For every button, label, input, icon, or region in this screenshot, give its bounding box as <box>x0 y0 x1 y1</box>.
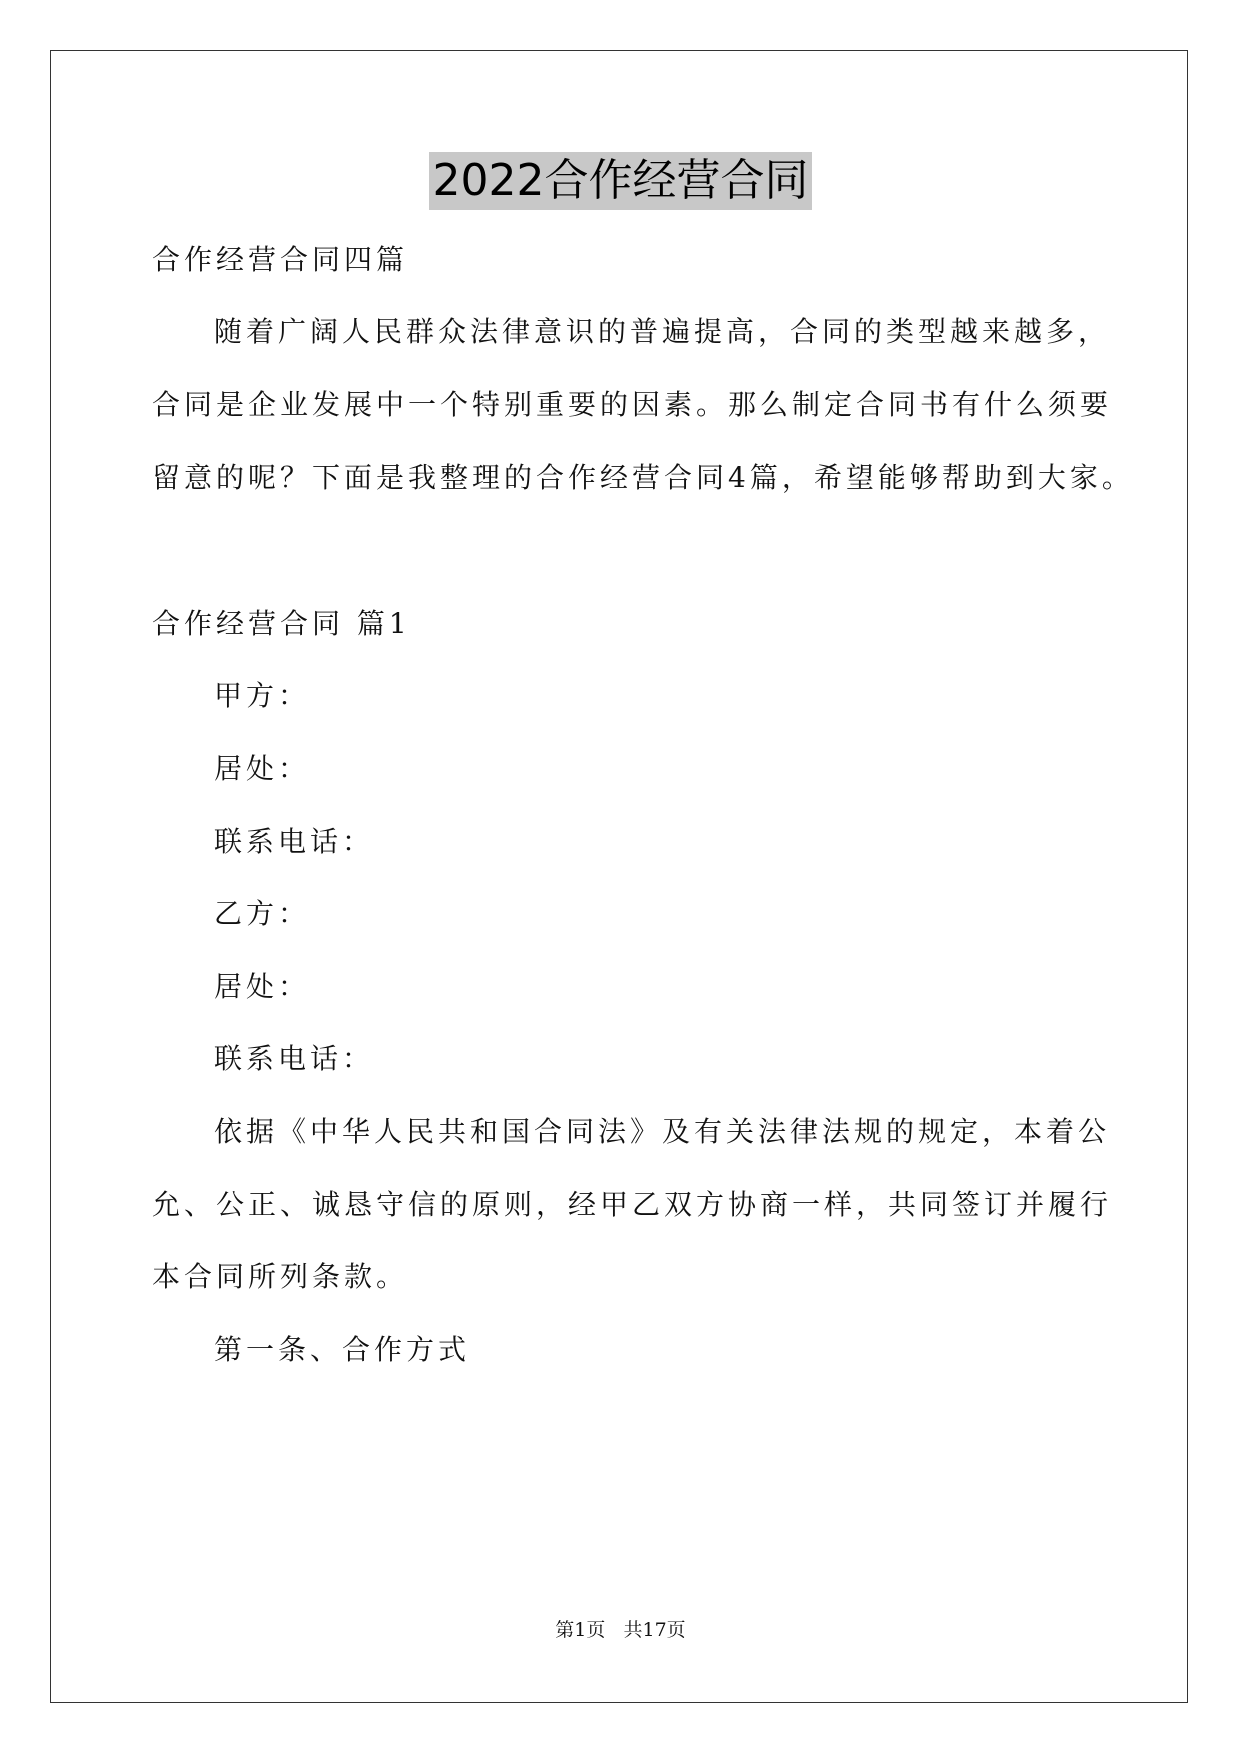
page-footer: 第1页 共17页 <box>555 1619 686 1641</box>
title-container <box>0 152 1241 210</box>
page-border <box>50 50 1188 1703</box>
party-b-phone: 联系电话： <box>214 1042 375 1075</box>
intro-line-2: 合同是企业发展中一个特别重要的因素。那么制定合同书有什么须要 <box>152 388 1113 421</box>
basis-line-3: 本合同所列条款。 <box>152 1260 409 1293</box>
basis-line-2: 允、公正、诚恳守信的原则，经甲乙双方协商一样，共同签订并履行 <box>152 1188 1113 1221</box>
document-title: 2022合作经营合同 <box>429 152 813 210</box>
section-heading: 合作经营合同 篇1 <box>152 607 411 640</box>
intro-line-1: 随着广阔人民群众法律意识的普遍提高，合同的类型越来越多， <box>214 315 1111 348</box>
party-b-address: 居处： <box>214 970 311 1003</box>
article-1-heading: 第一条、合作方式 <box>214 1333 471 1366</box>
document-subtitle: 合作经营合同四篇 <box>152 243 409 276</box>
party-a-label: 甲方： <box>214 679 311 712</box>
party-b-label: 乙方： <box>214 897 311 930</box>
party-a-phone: 联系电话： <box>214 825 375 858</box>
party-a-address: 居处： <box>214 752 311 785</box>
basis-line-1: 依据《中华人民共和国合同法》及有关法律法规的规定，本着公 <box>214 1115 1111 1148</box>
intro-line-3: 留意的呢？下面是我整理的合作经营合同4篇，希望能够帮助到大家。 <box>152 461 1134 494</box>
